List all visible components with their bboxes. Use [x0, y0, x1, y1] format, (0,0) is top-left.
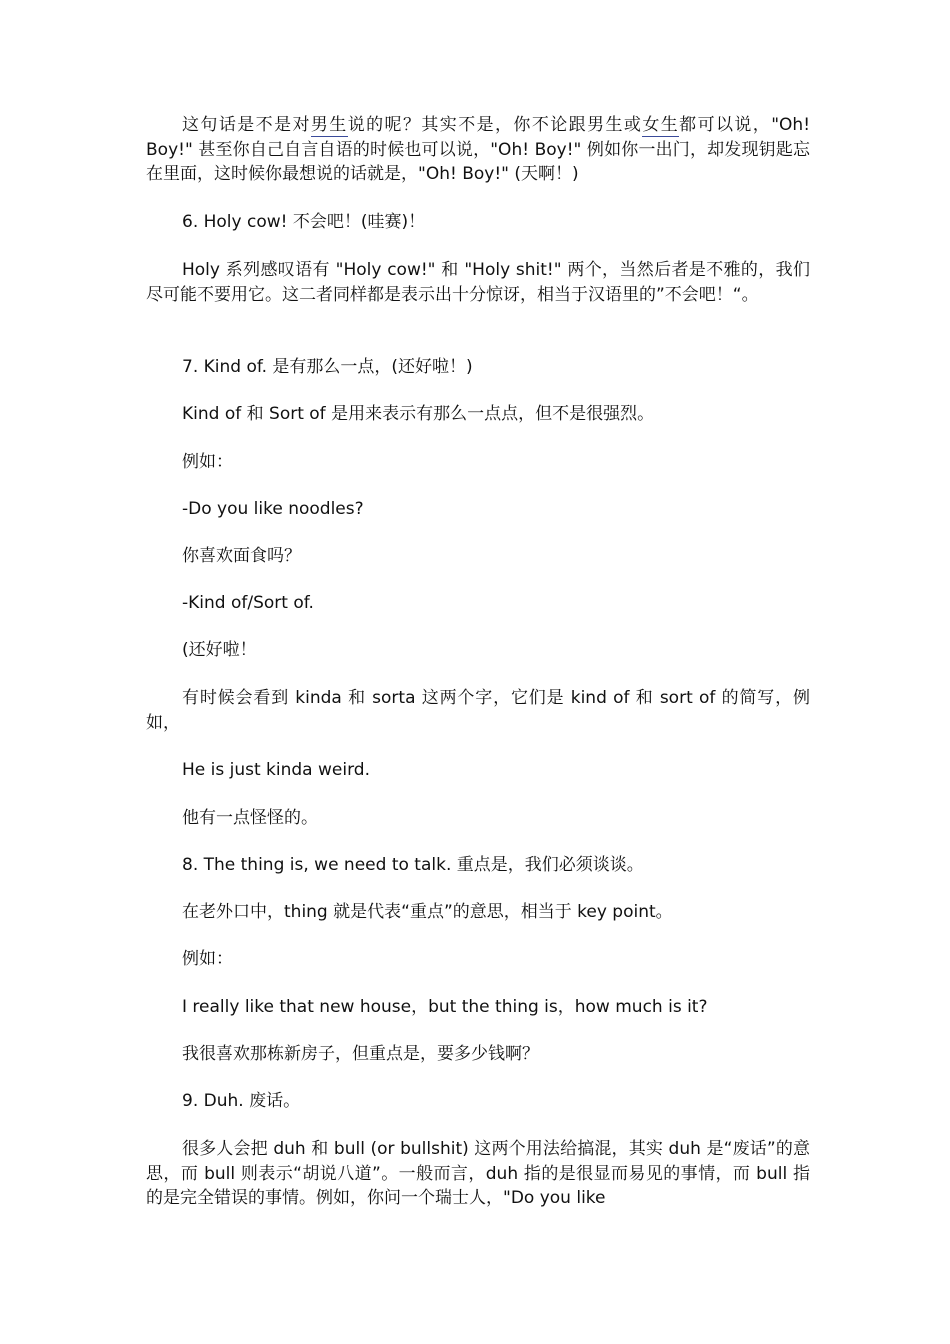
paragraph-kinda-sorta: 有时候会看到 kinda 和 sorta 这两个字，它们是 kind of 和 sort of 的简写，例如，: [146, 688, 810, 733]
paragraph-text: 这句话是不是对: [182, 115, 311, 135]
example-answer: -Kind of/Sort of.: [182, 593, 314, 613]
paragraph-holy: Holy 系列感叹语有 "Holy cow!" 和 "Holy shit!" 两个，当然后者是不雅的，我们尽可能不要用它。这二者同样都是表示出十分惊讶，相当于汉语里的”不会吧！“。: [146, 260, 810, 305]
section-heading-the-thing-is: 8. The thing is, we need to talk. 重点是，我们必须谈谈。: [182, 855, 644, 875]
example-answer-translation: (还好啦！: [182, 640, 257, 660]
paragraph-kind-of: Kind of 和 Sort of 是用来表示有那么一点点，但不是很强烈。: [182, 404, 655, 424]
paragraph-oh-boy: [146, 113, 810, 187]
example-translation: 你喜欢面食吗？: [182, 546, 301, 566]
section-heading-duh: 9. Duh. 废话。: [182, 1091, 301, 1111]
example-sentence-translation: 他有一点怪怪的。: [182, 808, 318, 828]
paragraph-thing: 在老外口中，thing 就是代表“重点”的意思，相当于 key point。: [182, 902, 673, 922]
example-label: 例如：: [182, 949, 233, 969]
example-question: -Do you like noodles?: [182, 499, 364, 519]
example-label: 例如：: [182, 452, 233, 472]
paragraph-duh-bull: 很多人会把 duh 和 bull (or bullshit) 这两个用法给搞混，其实 duh 是“废话”的意思，而 bull 则表示“胡说八道”。一般而言，duh 指的是很显而易见的事情，而 bull 指的是完全错误的事情。例如，你问一个瑞士人，"Do you like: [146, 1139, 810, 1208]
underlined-term-female: 女生: [642, 115, 680, 135]
paragraph-text: 说的呢？其实不是，你不论跟男生或: [347, 115, 643, 135]
section-heading-kind-of: 7. Kind of. 是有那么一点，(还好啦！): [182, 357, 473, 377]
example-sentence-translation: 我很喜欢那栋新房子，但重点是，要多少钱啊？: [182, 1044, 539, 1064]
section-heading-holy-cow: 6. Holy cow! 不会吧！(哇赛)！: [182, 212, 426, 232]
paragraph-text: 都可以说，"Oh! Boy!" 甚至你自己自言自语的时候也可以说，"Oh! Boy!" 例如你一出门，却发现钥匙忘在里面，这时候你最想说的话就是，"Oh! Boy!" (天啊！): [146, 115, 811, 184]
example-sentence: I really like that new house，but the thing is，how much is it?: [182, 997, 708, 1017]
example-sentence: He is just kinda weird.: [182, 760, 370, 780]
underlined-term-male: 男生: [310, 115, 348, 135]
